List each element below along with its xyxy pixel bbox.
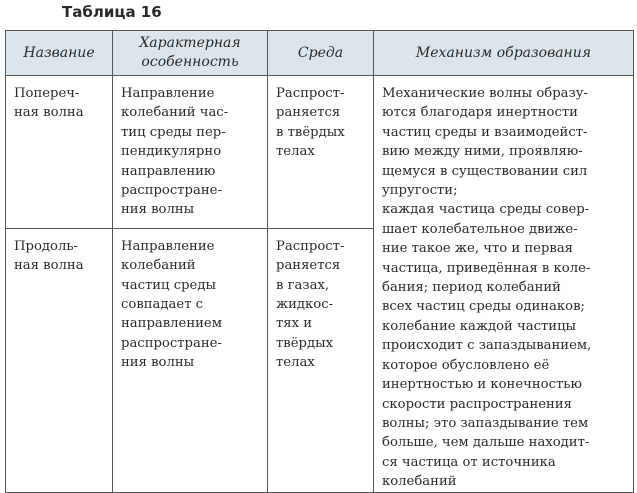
cell-name bbox=[6, 76, 113, 229]
cell-text-line: волны; это запаздывание тем bbox=[382, 415, 589, 431]
cell-text-line: Распрост- bbox=[276, 86, 345, 101]
cell-text-line: Распрост- bbox=[276, 238, 345, 254]
header-feature bbox=[113, 31, 268, 76]
cell-text-line: упругости; bbox=[382, 183, 458, 199]
table-row-transverse bbox=[6, 76, 634, 229]
header-feature-line-2: особенность bbox=[141, 54, 239, 70]
cell-text-line: каждая частица среды совер- bbox=[382, 202, 590, 218]
cell-text-line: направлению bbox=[121, 163, 216, 179]
cell-text-line: распростране- bbox=[121, 183, 222, 199]
cell-text-line: пендикулярно bbox=[121, 144, 222, 160]
cell-text-line: частица, приведённая в коле- bbox=[382, 260, 591, 276]
cell-text-line: ная волна bbox=[14, 105, 84, 121]
cell-text-line: Направление bbox=[121, 86, 215, 101]
cell-text-line: раняется bbox=[276, 258, 341, 274]
cell-text-line: ся частица от источника bbox=[382, 454, 556, 470]
cell-text-line: колебаний час- bbox=[121, 105, 229, 121]
cell-feature bbox=[113, 228, 268, 492]
cell-text-line: тях и bbox=[276, 316, 313, 332]
cell-text-line: больше, чем дальше находит- bbox=[382, 435, 590, 451]
table-caption: Таблица 16 bbox=[62, 3, 162, 21]
cell-text-line: происходит с запаздыванием, bbox=[382, 338, 592, 354]
cell-text-line: Направление bbox=[121, 238, 215, 254]
cell-text-line: ная волна bbox=[14, 258, 84, 274]
cell-text-line: Продоль- bbox=[14, 238, 78, 254]
cell-text-line: скорости распространения bbox=[382, 396, 572, 412]
cell-text-line: раняется bbox=[276, 105, 341, 121]
cell-text-line: вию между ними, проявляю- bbox=[382, 144, 583, 160]
cell-text-line: частиц среды и взаимодейст- bbox=[382, 124, 588, 140]
cell-text-line: которое обусловлено её bbox=[382, 357, 550, 373]
cell-text-line: телах bbox=[276, 355, 315, 371]
cell-text-line: колебаний bbox=[121, 258, 196, 274]
cell-text-line: Механические волны образу- bbox=[382, 86, 588, 101]
cell-text-line: ются благодаря инертности bbox=[382, 105, 578, 121]
cell-text-line: распростране- bbox=[121, 335, 222, 351]
cell-text-line: колебаний bbox=[382, 474, 457, 490]
cell-text-line: бания; период колебаний bbox=[382, 280, 561, 296]
cell-text-line: инертностью и конечностью bbox=[382, 377, 582, 393]
cell-text-line: ния волны bbox=[121, 202, 195, 218]
cell-name bbox=[6, 228, 113, 492]
cell-text-line: тиц среды пер- bbox=[121, 124, 226, 140]
cell-text-line: шает колебательное движе- bbox=[382, 221, 578, 237]
header-row bbox=[6, 31, 634, 76]
cell-text-line: ние такое же, что и первая bbox=[382, 241, 573, 257]
cell-text-line: совпадает с bbox=[121, 297, 204, 313]
cell-text-line: всех частиц среды одинаков; bbox=[382, 299, 585, 315]
cell-text-line: частиц среды bbox=[121, 277, 216, 293]
cell-text-line: в твёрдых bbox=[276, 124, 345, 140]
cell-text-line: направлением bbox=[121, 316, 222, 332]
cell-mechanism bbox=[374, 76, 634, 493]
header-medium: Среда bbox=[268, 31, 374, 76]
cell-text-line: ния волны bbox=[121, 355, 195, 371]
cell-text-line: твёрдых bbox=[276, 335, 334, 351]
cell-text-line: Попереч- bbox=[14, 86, 80, 101]
header-feature-line-1: Характерная bbox=[139, 35, 241, 51]
cell-text-line: щемуся в существовании сил bbox=[382, 163, 588, 179]
waves-table bbox=[5, 30, 634, 493]
header-name: Название bbox=[6, 31, 113, 76]
cell-text-line: в газах, bbox=[276, 277, 330, 293]
cell-medium bbox=[268, 76, 374, 229]
cell-feature bbox=[113, 76, 268, 229]
header-mechanism: Механизм образования bbox=[374, 31, 634, 76]
cell-text-line: жидкос- bbox=[276, 297, 334, 313]
cell-medium bbox=[268, 228, 374, 492]
cell-text-line: телах bbox=[276, 144, 315, 160]
cell-text-line: колебание каждой частицы bbox=[382, 318, 577, 334]
